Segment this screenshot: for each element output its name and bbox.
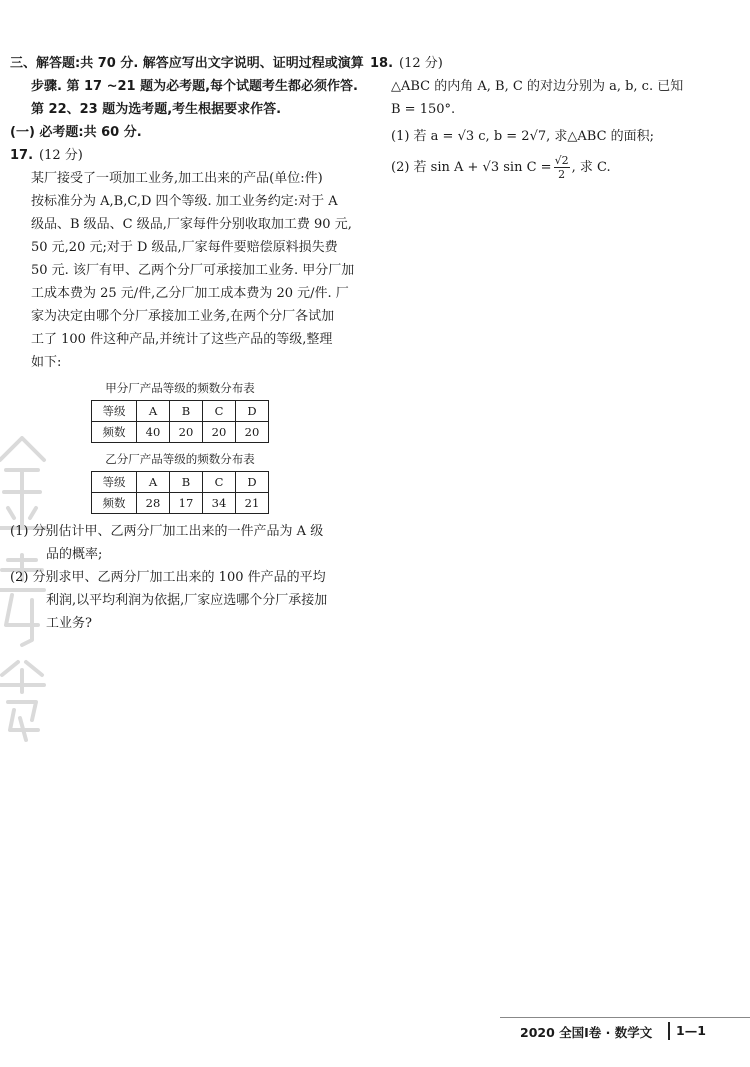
q17-heading (10, 144, 350, 167)
q17-points: (12 分) (39, 148, 83, 163)
q18-sub2-tail: , 求 C. (571, 160, 611, 175)
table2-yi-frequency (91, 471, 269, 514)
table-cell: A (137, 401, 170, 422)
footer-title: 2020 全国Ⅰ卷 · 数学文 (520, 1025, 653, 1040)
q18-sub2-text: (2) 若 sin A + √3 sin C = (391, 160, 552, 175)
table-cell: 28 (137, 493, 170, 514)
q17-body-line: 级品、B 级品、C 级品,厂家每件分别收取加工费 90 元, (31, 217, 352, 232)
q17-body-line: 家为决定由哪个分厂承接加工业务,在两个分厂各试加 (31, 309, 335, 324)
q17-sub1-line: 品的概率; (46, 547, 103, 562)
q18-body-line: B = 150°. (391, 102, 456, 117)
q17-sub2-line: 利润,以平均利润为依据,厂家应选哪个分厂承接加 (46, 593, 328, 608)
section3-line-2: 步骤. 第 17 ~21 题为必考题,每个试题考生都必须作答. (31, 79, 358, 94)
q17-body-line: 某厂接受了一项加工业务,加工出来的产品(单位:件) (31, 171, 323, 186)
q17-body-line: 50 元,20 元;对于 D 级品,厂家每件要赔偿原料损失费 (31, 240, 338, 255)
table-cell: C (203, 472, 236, 493)
fraction-denominator: 2 (558, 168, 566, 181)
table-cell: 34 (203, 493, 236, 514)
table-row (92, 422, 269, 443)
footer-page-number: 1—1 (676, 1023, 706, 1038)
table-cell: C (203, 401, 236, 422)
table-row (92, 401, 269, 422)
page-footer (500, 1017, 750, 1046)
q17-body (10, 167, 355, 374)
q17-body-line: 按标准分为 A,B,C,D 四个等级. 加工业务约定:对于 A (31, 194, 338, 209)
footer-divider (668, 1022, 670, 1040)
q18-number: 18. (370, 56, 394, 71)
q18-heading (370, 52, 710, 75)
left-column (10, 52, 364, 635)
q17-sub2-line: 工业务? (46, 616, 92, 631)
section3-line-3: 第 22、23 题为选考题,考生根据要求作答. (31, 102, 282, 117)
table-cell: 40 (137, 422, 170, 443)
table-cell: 20 (203, 422, 236, 443)
table-cell: D (236, 401, 269, 422)
table2-caption: 乙分厂产品等级的频数分布表 (105, 452, 255, 466)
table-cell: 20 (170, 422, 203, 443)
table-cell: 21 (236, 493, 269, 514)
table1-jia-frequency (91, 400, 269, 443)
table-header-cell: 频数 (92, 493, 137, 514)
q18-body-line: △ABC 的内角 A, B, C 的对边分别为 a, b, c. 已知 (391, 79, 684, 94)
table-header-cell: 频数 (92, 422, 137, 443)
table-cell: B (170, 472, 203, 493)
q17-number: 17. (10, 148, 34, 163)
table-header-cell: 等级 (92, 401, 137, 422)
q17-sub1-line: (1) 分别估计甲、乙两分厂加工出来的一件产品为 A 级 (10, 524, 324, 539)
required-part-heading: (一) 必考题:共 60 分. (10, 125, 142, 140)
table-cell: B (170, 401, 203, 422)
table-row (92, 472, 269, 493)
q18-points: (12 分) (399, 56, 443, 71)
table-cell: D (236, 472, 269, 493)
q18-sub2 (370, 154, 710, 181)
table-cell: A (137, 472, 170, 493)
q18-sub1: (1) 若 a = √3 c, b = 2√7, 求△ABC 的面积; (391, 129, 655, 144)
q17-body-line: 工了 100 件这种产品,并统计了这些产品的等级,整理 (31, 332, 333, 347)
table-header-cell: 等级 (92, 472, 137, 493)
q17-body-line: 50 元. 该厂有甲、乙两个分厂可承接加工业务. 甲分厂加 (31, 263, 355, 278)
table-cell: 17 (170, 493, 203, 514)
q17-body-line: 工成本费为 25 元/件,乙分厂加工成本费为 20 元/件. 厂 (31, 286, 349, 301)
q17-sub2-line: (2) 分别求甲、乙两分厂加工出来的 100 件产品的平均 (10, 570, 326, 585)
q17-body-line: 如下: (31, 355, 62, 370)
table-row (92, 493, 269, 514)
q18-fraction (554, 154, 570, 181)
section3-line-1: 三、解答题:共 70 分. 解答应写出文字说明、证明过程或演算 (10, 56, 364, 71)
fraction-numerator: √2 (554, 154, 569, 167)
table1-caption: 甲分厂产品等级的频数分布表 (105, 381, 255, 395)
right-column (370, 52, 710, 181)
table-cell: 20 (236, 422, 269, 443)
